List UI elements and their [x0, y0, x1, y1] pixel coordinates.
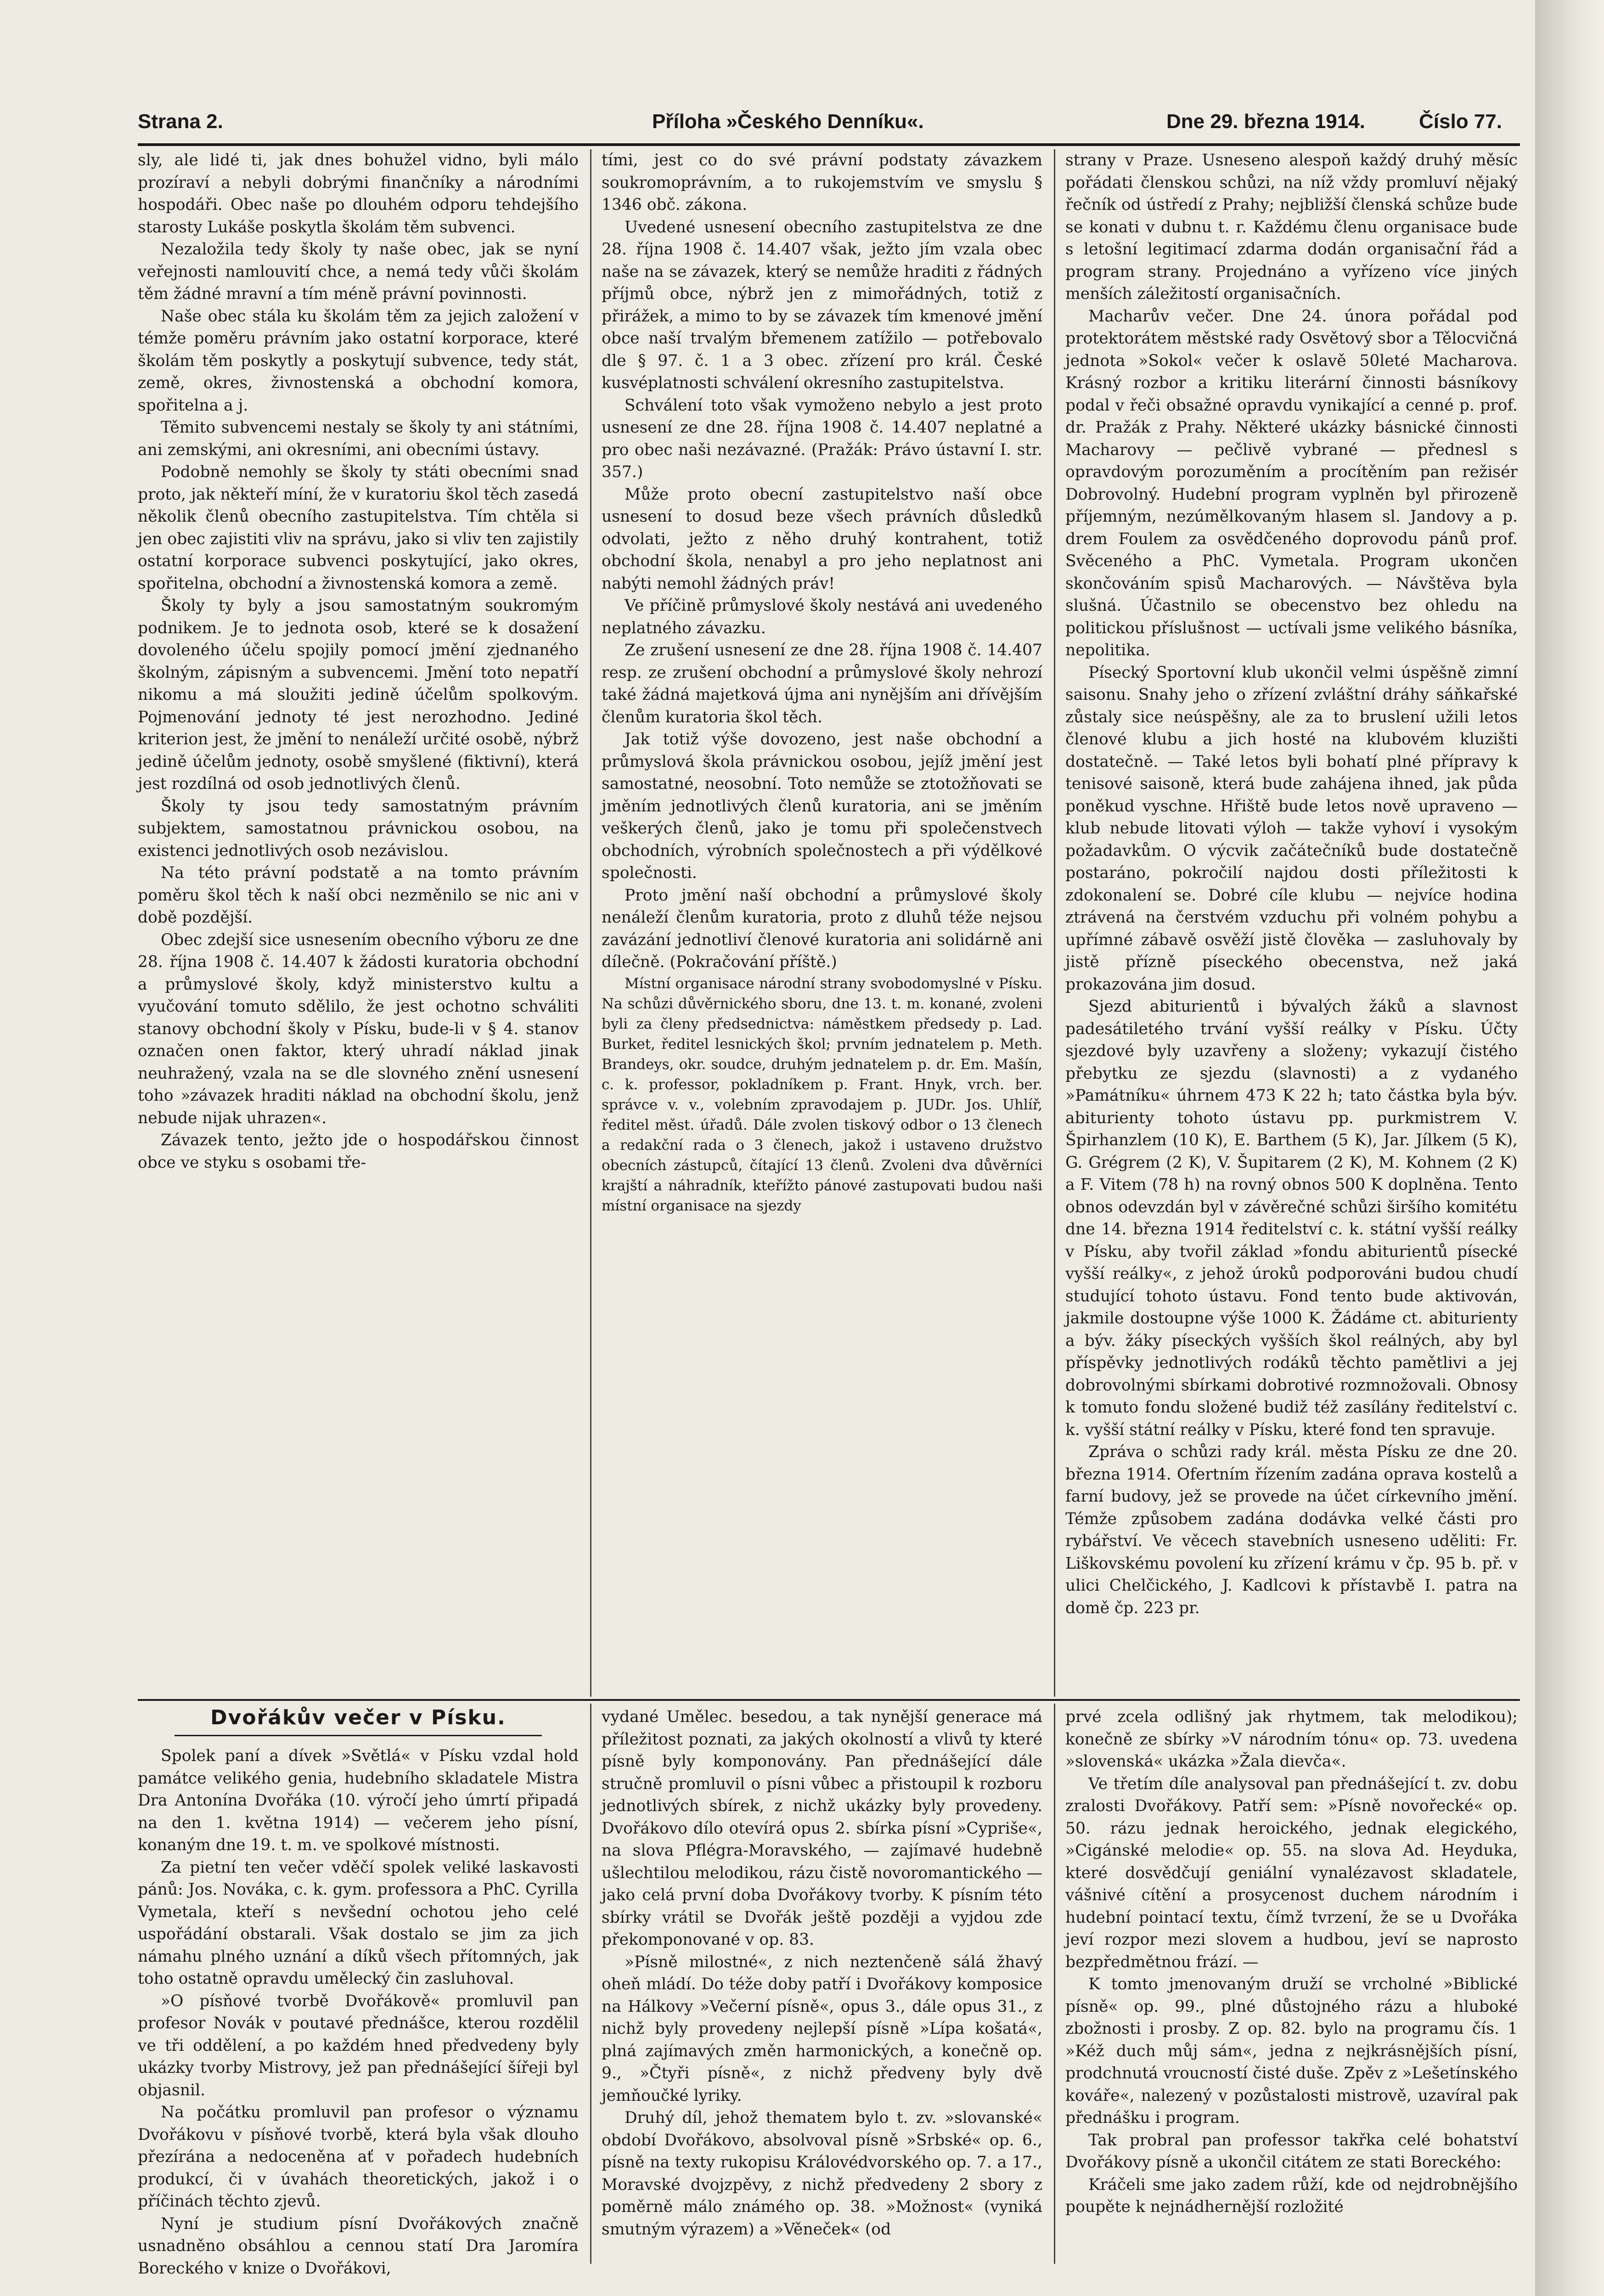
- title-underline: [174, 1735, 542, 1736]
- paragraph: Podobně nemohly se školy ty státi obecními snad proto, jak někteří míní, že v kuratoriu škol těch zasedá několik členů obecního zastupitelstva. Tím chtěla si jen obec zajistiti vliv na správu, jako si vliv ten zajistily ostatní korporace subvenci poskytující, jako okres, spořitelna, obchodní a živnostenská komora a země.: [138, 463, 579, 593]
- column-divider: [590, 1704, 591, 2264]
- issue-date: Dne 29. března 1914.: [1166, 110, 1365, 133]
- paragraph: Místní organisace národní strany svobodomyslné v Písku. Na schůzi důvěrnického sboru, dne 13. t. m. konané, zvoleni byli za členy předsednictva: náměstkem předsedy p. Lad. Burket, ředitel lesnických škol; prvním jednatelem p. Meth. Brandeys, okr. soudce, druhým jednatelem p. dr. Em. Mašín, c. k. professor, pokladníkem p. Frant. Hnyk, vrch. ber. správce v. v., volebním zpravodajem p. JUDr. Jos. Uhlíř, ředitel měst. úřadů. Dále zvolen tiskový odbor o 13 členech a redakční rada o 3 členech, jakož i ustaveno družstvo obecních zástupců, čítající 13 členů. Zvoleni dva důvěrníci krajští a náhradník, kteřížto pánové zastupovati budou naši místní organisace na sjezdy: [602, 975, 1042, 1214]
- paragraph: vydané Umělec. besedou, a tak nynější generace má příležitost poznati, za jakých okolností a vlivů ty které písně byly komponovány. Pan přednášející dále stručně promluvil o písni vůbec a přistoupil k rozboru jednotlivých sbírek, z nichž ukázky byly provedeny. Dvořákovo dílo otevírá opus 2. sbírka písní »Cypriše«, na slova Pflégra-Moravského, — zajímavé hudebně ušlechtilou melodikou, rázu čistě novoromantického — jako celá první doba Dvořákovy tvorby. K písním této sbírky vrátil se Dvořák ještě později a vyjdou zde překomponované v op. 83.: [602, 1708, 1042, 1949]
- news-column-3: [1065, 149, 1518, 1697]
- paragraph: Kráčeli sme jako zadem růží, kde od nejdrobnějšího poupěte k nejnádhernější rozložité: [1065, 2175, 1518, 2216]
- scan-edge: [1535, 0, 1604, 2296]
- dvorak-column-2: [602, 1706, 1042, 2264]
- paragraph: strany v Praze. Usneseno alespoň každý druhý měsíc pořádati členskou schůzi, na níž vždy promluví nějaký řečník od ústředí z Prahy; nejbližší členská schůze bude se konati v dubnu t. r. Každému členu organisace bude s letošní legitimací zdarma dodán organisační řád a program strany. Projednáno a vyřízeno více jiných menších záležitostí organisačních.: [1065, 151, 1518, 303]
- paragraph: Obec zdejší sice usnesením obecního výboru ze dne 28. října 1908 č. 14.407 k žádosti kuratoria obchodní a průmyslové školy, když ministerstvo kultu a vyučování tomuto sdělilo, že jest ochotno schváliti stanovy obchodní školy v Písku, bude-li v § 4. stanov označen onen faktor, který uhradí náklad jinak neuhražený, vzala na se dle slovného znění usnesení toho »závazek hraditi náklad na obchodní školu, jenž nebude nijak uhrazen«.: [138, 930, 579, 1127]
- paragraph: Zpráva o schůzi rady král. města Písku ze dne 20. března 1914. Ofertním řízením zadána oprava kostelů a farní budovy, jež se provede na účet církevního jmění. Témže způsobem zadána dodávka velké části pro rybářství. Ve věcech stavebních usneseno uděliti: Fr. Liškovskému povolení ku zřízení krámu v čp. 95 b. př. v ulici Chelčického, J. Kadlcovi k přístavbě I. patra na domě čp. 223 pr.: [1065, 1443, 1518, 1617]
- paragraph: »O písňové tvorbě Dvořákově« promluvil pan profesor Novák v poutavé přednášce, kterou rozdělil ve tři oddělení, a po každém hned předvedeny byly ukázky tvorby Mistrovy, jež pan přednášející šířeji byl objasnil.: [138, 1992, 579, 2099]
- paragraph: »Písně milostné«, z nich neztenčeně sálá žhavý oheň mládí. Do téže doby patří i Dvořákovy komposice na Hálkovy »Večerní písně«, opus 3., dále opus 31., z nichž byly provedeny nejlepší písně »Lípa košatá«, plná zajímavých změn harmonických, a konečně op. 9., »Čtyři písně«, z nichž předveny byly dvě jemňoučké lyriky.: [602, 1953, 1042, 2105]
- paragraph: Ze zrušení usnesení ze dne 28. října 1908 č. 14.407 resp. ze zrušení obchodní a průmyslové školy nehrozí také žádná majetková újma ani nynějším ani dřívějším členům kuratoria škol těch.: [602, 641, 1042, 726]
- header-rule: [138, 143, 1520, 146]
- paragraph: Ve příčině průmyslové školy nestává ani uvedeného neplatného závazku.: [602, 597, 1042, 637]
- paragraph: prvé zcela odlišný jak rhytmem, tak melodikou); konečně ze sbírky »V národním tónu« op. 73. uvedena »slovenská« ukázka »Žala dievča«.: [1065, 1708, 1518, 1771]
- paragraph: Písecký Sportovní klub ukončil velmi úspěšně zimní saisonu. Snahy jeho o zřízení zvláštní dráhy sáňkařské zůstaly sice neúspěšny, ale za to bruslení užili letos členové klubu a jich hosté na klubovém kluzišti dostatečně. — Také letos byli bohatí plné přípravy k tenisové saisoně, která bude zahájena ihned, jak půda poněkud vyschne. Hřiště bude letos nově upraveno — klub nebude litovati výloh — takže vyhoví i vysokým požadavkům. O výcvik začátečníků bude dostatečně postaráno, pokročilí najdou dosti příležitosti k zdokonalení se. Dobré cíle klubu — nejvíce hodina ztrávená na čerstvém vzduchu při volném pohybu a upřímné zábavě osvěží jistě člověka — zasluhovaly by jistě přízně píseckého obecenstva, než jaká prokazována jim dosud.: [1065, 663, 1518, 994]
- section-rule: [138, 1699, 1520, 1701]
- paragraph: Nezaložila tedy školy ty naše obec, jak se nyní veřejnosti namlouvití chce, a nemá tedy vůči školám těm žádné mravní a tím méně právní povinnosti.: [138, 240, 579, 303]
- paragraph: Sjezd abiturientů i bývalých žáků a slavnost padesátiletého trvání vyšší reálky v Písku. Účty sjezdové byly uzavřeny a složeny; vykazují čistého přebytku ze sjezdu (slavnosti) a z vydaného »Památníku« úhrnem 473 K 22 h; tato částka byla býv. abiturienty tohoto ústavu pp. purkmistrem V. Špirhanzlem (10 K), E. Barthem (5 K), Jar. Jílkem (5 K), G. Grégrem (2 K), V. Šupitarem (2 K), M. Kohnem (2 K) a F. Vitem (78 h) na rovný obnos 500 K doplněna. Tento obnos odevzdán byl v závěrečné schůzi širšího komitétu dne 14. března 1914 ředitelství c. k. státní vyšší reálky v Písku, aby tvořil základ »fondu abiturientů písecké vyšší reálky«, z jehož úroků podporováni budou chudí studující tohoto ústavu. Fond tento bude aktivován, jakmile dostoupne výše 1000 K. Žádáme ct. abiturienty a býv. žáky píseckých vyšších škol reálných, aby byl příspěvky jednotlivých rodáků těchto pamětlivi a jej dobrovolnými sbírkami dobrotivé rozmnožovali. Obnosy k tomuto fondu složené budiž též zasílány ředitelství c. k. vyšší státní reálky v Písku, které fond ten spravuje.: [1065, 997, 1518, 1439]
- paragraph: Na této právní podstatě a na tomto právním poměru škol těch k naší obci nezměnilo se nic ani v době pozdější.: [138, 864, 579, 927]
- paragraph: Závazek tento, ježto jde o hospodářskou činnost obce ve styku s osobami tře-: [138, 1131, 579, 1172]
- paragraph: Za pietní ten večer vděčí spolek veliké laskavosti pánů: Jos. Nováka, c. k. gym. professora a PhC. Cyrilla Vymetala, kteří s nevšední ochotou jeho celé uspořádání obstarali. Však dostalo se jim za jich námahu plného uznání a díků všech přítomných, jak toho ostatně opravdu umělecký čin zasluhoval.: [138, 1858, 579, 1988]
- supplement-title: Příloha »Českého Denníku«.: [652, 110, 924, 133]
- page-header: [138, 110, 1520, 142]
- paragraph: Ve třetím díle analysoval pan přednášející t. zv. dobu zralosti Dvořákovy. Patří sem: »Písně novořecké« op. 50. rázu jednak heroického, jednak elegického, »Cigánské melodie« op. 55. na slova Ad. Heyduka, které dosvědčují geniální vynalézavost skladatele, vášnivé cítění a prosycenost duchem národním i hudební pointací textu, čímž tvrzení, že se u Dvořáka jeví rozpor mezi slovem a hudbou, jeví se naprosto bezpředmětnou frází. —: [1065, 1774, 1518, 1971]
- paragraph: sly, ale lidé ti, jak dnes bohužel vidno, byli málo prozíraví a nebyli dobrými finančníky a národními hospodáři. Obec naše po dlouhém odporu tehdejšího starosty Lukáše poskytla školám těm subvenci.: [138, 151, 579, 236]
- paragraph: Může proto obecní zastupitelstvo naší obce usnesení to dosud beze všech právních důsledků odvolati, ježto z něho druhý kontrahent, totiž obchodní škola, nenabyl a pro jeho neplatnost ani nabýti nemohl žádných práv!: [602, 485, 1042, 593]
- section-title: Dvořákův večer v Písku.: [210, 1706, 506, 1729]
- column-divider: [1054, 149, 1055, 1697]
- paragraph: Školy ty jsou tedy samostatným právním subjektem, samostatnou právnickou osobou, na existenci jednotlivých osob nezávislou.: [138, 797, 579, 860]
- paragraph: Školy ty byly a jsou samostatným soukromým podnikem. Je to jednota osob, které se k dosažení dovoleného účelu spojily pomocí jmění zjednaného školným, zápisným a subvencemi. Jmění toto nepatří nikomu a má sloužiti jedině účelům spolkovým. Pojmenování jednoty té jest nerozhodno. Jediné kriterion jest, že jmění to nenáleží určité osobě, nýbrž jedině účelům jednoty, osobě smyšlené (fiktivní), která jest rozdílná od osob jednotlivých členů.: [138, 597, 579, 793]
- paragraph: Schválení toto však vymoženo nebylo a jest proto usnesení ze dne 28. října 1908 č. 14.407 neplatné a pro obec naši nezávazné. (Pražák: Právo ústavní I. str. 357.): [602, 396, 1042, 481]
- column-divider: [590, 149, 591, 1697]
- paragraph: Nyní je studium písní Dvořákových značně usnadněno obsáhlou a cennou statí Dra Jaromíra Boreckého v knize o Dvořákovi,: [138, 2214, 579, 2278]
- newspaper-page: [138, 92, 1520, 2278]
- paragraph: Macharův večer. Dne 24. února pořádal pod protektorátem městské rady Osvětový sbor a Tělocvičná jednota »Sokol« večer k oslavě 50leté Macharova. Krásný rozbor a kritiku literární činnosti básníkovy podal v řeči obsažné opravdu vynikající a cenné p. prof. dr. Pražák z Prahy. Některé ukázky básnické činnosti Macharovy — pečlivě vybrané — přednesl s opravdovým porozuměním a procítěním pan režisér Dobrovolný. Hudební program vyplněn byl přirozeně příjemným, nezúmělkovaným hlasem sl. Jandovy a p. drem Foulem za osvědčeného doprovodu pánů prof. Svěceného a PhC. Vymetala. Program ukončen skončováním spisů Macharových. — Návštěva byla slušná. Účastnilo se obecenstvo bez ohledu na politickou příslušnost — uctívali jsme velikého básníka, nepolitika.: [1065, 307, 1518, 659]
- dvorak-column-3: [1065, 1706, 1518, 2264]
- paragraph: Naše obec stála ku školám těm za jejich založení v témže poměru právním jako ostatní korporace, které školám těm poskytly a poskytují subvence, tedy stát, země, okres, živnostenská a obchodní komora, spořitelna a j.: [138, 307, 579, 415]
- paragraph: Těmito subvencemi nestaly se školy ty ani státními, ani zemskými, ani okresními, ani obecními ústavy.: [138, 418, 579, 459]
- paragraph: Tak probral pan professor takřka celé bohatství Dvořákovy písně a ukončil citátem ze stati Boreckého:: [1065, 2131, 1518, 2172]
- paragraph: tími, jest co do své právní podstaty závazkem soukromoprávním, a to rukojemstvím ve smyslu § 1346 obč. zákona.: [602, 151, 1042, 214]
- column-divider: [1054, 1704, 1055, 2264]
- paragraph: Jak totiž výše dovozeno, jest naše obchodní a průmyslová škola právnickou osobou, jejíž jmění jest samostatné, neosobní. Toto nemůže se ztotožňovati se jměním jednotlivých členů kuratoria, ani se jměním veškerých členů, jako je tomu při společenstvech obchodních, výrobních společnostech a při výdělkové společnosti.: [602, 730, 1042, 882]
- paragraph: K tomto jmenovaným druží se vrcholné »Biblické písně« op. 99., plné důstojného rázu a hluboké zbožnosti i prosby. Z op. 82. bylo na programu čís. 1 »Kéž duch můj sám«, jedna z nejkrásnějších písní, prodchnutá vroucností čisté duše. Zpěv z »Lešetínského kováře«, nalezený v pozůstalosti mistrově, uzavíral pak přednášku i program.: [1065, 1975, 1518, 2127]
- page-number: Strana 2.: [138, 110, 223, 133]
- issue-number: Číslo 77.: [1419, 110, 1502, 133]
- paragraph: Druhý díl, jehož thematem bylo t. zv. »slovanské« období Dvořákovo, absolvoval písně »Srbské« op. 6., písně na texty rukopisu Královédvorského op. 7. a 17., Moravské dvojzpěvy, z nichž předvedeny 2 sbory z poměrně málo známého op. 38. »Možnost« (vyniká smutným výrazem) a »Věneček« (od: [602, 2109, 1042, 2239]
- paragraph: Proto jmění naší obchodní a průmyslové školy nenáleží členům kuratoria, proto z dluhů téže nejsou zavázání jednotliví členové kuratoria ani solidárně ani dílečně. (Pokračování příště.): [602, 886, 1042, 971]
- paragraph: Uvedené usnesení obecního zastupitelstva ze dne 28. října 1908 č. 14.407 však, ježto jím vzala obec naše na se závazek, který se nemůže hraditi z řádných příjmů obce, nýbrž jen z mimořádných, totiž z přirážek, a mimo to by se závazek tím kmenové jmění obce naší trvalým břemenem zatížilo — potřebovalo dle § 97. č. 1 a 3 obec. zřízení pro král. České kusvéplatnosti schválení okresního zastupitelstva.: [602, 218, 1042, 392]
- dvorak-column-1: [138, 1745, 579, 2278]
- paragraph: Spolek paní a dívek »Světlá« v Písku vzdal hold památce velikého genia, hudebního skladatele Mistra Dra Antonína Dvořáka (10. výročí jeho úmrtí připadá na den 1. května 1914) — večerem jeho písní, konaným dne 19. t. m. ve spolkové místnosti.: [138, 1747, 579, 1854]
- paragraph: Na počátku promluvil pan profesor o významu Dvořákovu v písňové tvorbě, která byla však dlouho přezírána a nedoceněna ať v pořadech hudebních produkcí, či v úvahách theoretických, jakož i o příčinách těchto zjevů.: [138, 2103, 579, 2211]
- article-column-2: [602, 149, 1042, 1697]
- article-column-1: [138, 149, 579, 1692]
